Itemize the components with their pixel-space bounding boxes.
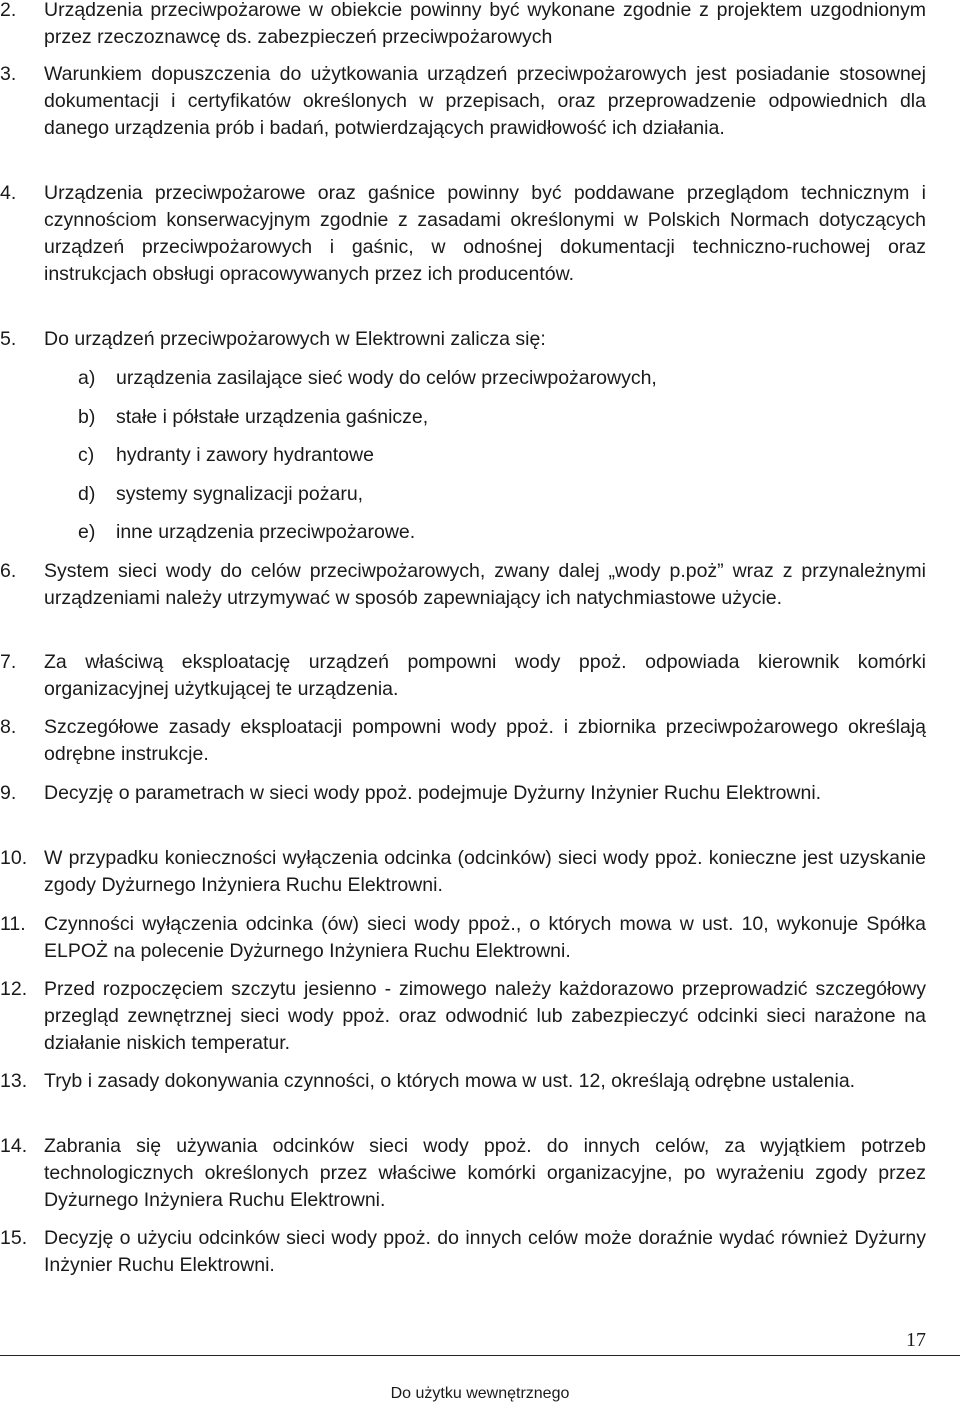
sub-item-text: urządzenia zasilające sieć wody do celów przeciwpożarowych,: [116, 367, 657, 389]
item-number: 10.: [0, 847, 28, 869]
item-text: Przed rozpoczęciem szczytu jesienno - zimowego należy każdorazowo przeprowadzić szczegółowy przegląd zewnętrznej sieci wody ppoż. oraz odwodnić lub zabezpieczyć odcinki sieci narażone na działanie niskich temperatur.: [44, 978, 926, 1054]
page-number: 17: [906, 1329, 926, 1351]
item-text: Tryb i zasady dokonywania czynności, o których mowa w ust. 12, określają odrębne ustalenia.: [44, 1070, 856, 1092]
item-text: W przypadku konieczności wyłączenia odcinka (odcinków) sieci wody ppoż. konieczne jest uzyskanie zgody Dyżurnego Inżyniera Ruchu Elektrowni.: [44, 847, 926, 896]
item-number: 14.: [0, 1135, 28, 1157]
sub-list-item: [78, 365, 938, 392]
sub-item-letter: e): [78, 521, 96, 543]
item-number: 7.: [0, 651, 17, 673]
item-number: 5.: [0, 328, 17, 350]
sub-item-text: inne urządzenia przeciwpożarowe.: [116, 521, 416, 543]
item-text: Decyzję o parametrach w sieci wody ppoż. podejmuje Dyżurny Inżynier Ruchu Elektrowni.: [44, 782, 822, 804]
item-number: 15.: [0, 1227, 28, 1249]
sub-list-item: [78, 404, 938, 431]
sub-item-text: stałe i półstałe urządzenia gaśnicze,: [116, 406, 429, 428]
sub-item-text: systemy sygnalizacji pożaru,: [116, 483, 364, 505]
sub-list-item: [78, 481, 938, 508]
item-number: 3.: [0, 63, 17, 85]
item-number: 8.: [0, 716, 17, 738]
item-number: 11.: [0, 913, 26, 935]
sub-item-letter: c): [78, 444, 95, 466]
sub-item-letter: a): [78, 367, 96, 389]
sub-item-text: hydranty i zawory hydrantowe: [116, 444, 374, 466]
sub-item-letter: b): [78, 406, 96, 428]
footer-note: Do użytku wewnętrznego: [390, 1385, 570, 1402]
sub-list-item: [78, 442, 938, 469]
footer-divider: [0, 1355, 960, 1356]
item-number: 4.: [0, 182, 17, 204]
sub-item-letter: d): [78, 483, 96, 505]
item-text: Szczegółowe zasady eksploatacji pompowni wody ppoż. i zbiornika przeciwpożarowego określają odrębne instrukcje.: [44, 716, 926, 765]
sub-list-item: [78, 519, 938, 546]
item-text: Za właściwą eksploatację urządzeń pompowni wody ppoż. odpowiada kierownik komórki organizacyjnej użytkującej te urządzenia.: [44, 651, 926, 700]
item-text: Decyzję o użyciu odcinków sieci wody ppoż. do innych celów może doraźnie wydać również Dyżurny Inżynier Ruchu Elektrowni.: [44, 1227, 926, 1276]
item-text: Urządzenia przeciwpożarowe oraz gaśnice powinny być poddawane przeglądom technicznym i czynnościom konserwacyjnym zgodnie z zasadami określonymi w Polskich Normach dotyczących urządzeń przeciwpożarowych i gaśnic, w odnośnej dokumentacji techniczno-ruchowej oraz instrukcjach obsługi opracowywanych przez ich producentów.: [44, 182, 926, 285]
item-text: Warunkiem dopuszczenia do użytkowania urządzeń przeciwpożarowych jest posiadanie stosownej dokumentacji i certyfikatów określonych w przepisach, oraz przeprowadzenie odpowiednich dla danego urządzenia prób i badań, potwierdzających prawidłowość ich działania.: [44, 63, 926, 139]
item-number: 2.: [0, 0, 17, 21]
item-number: 9.: [0, 782, 17, 804]
item-number: 12.: [0, 978, 28, 1000]
item-number: 6.: [0, 560, 17, 582]
item-text: Do urządzeń przeciwpożarowych w Elektrowni zalicza się:: [44, 328, 546, 350]
item-text: Czynności wyłączenia odcinka (ów) sieci wody ppoż., o których mowa w ust. 10, wykonuje Spółka ELPOŻ na polecenie Dyżurnego Inżyniera Ruchu Elektrowni.: [44, 913, 926, 962]
item-text: Zabrania się używania odcinków sieci wody ppoż. do innych celów, za wyjątkiem potrzeb technologicznych określonych przez właściwe komórki organizacyjne, po wyrażeniu zgody przez Dyżurnego Inżyniera Ruchu Elektrowni.: [44, 1135, 926, 1211]
item-text: System sieci wody do celów przeciwpożarowych, zwany dalej „wody p.poż” wraz z przynależnymi urządzeniami należy utrzymywać w sposób zapewniający ich natychmiastowe użycie.: [44, 560, 926, 609]
item-text: Urządzenia przeciwpożarowe w obiekcie powinny być wykonane zgodnie z projektem uzgodnionym przez rzeczoznawcę ds. zabezpieczeń przeciwpożarowych: [44, 0, 926, 48]
item-number: 13.: [0, 1070, 28, 1092]
